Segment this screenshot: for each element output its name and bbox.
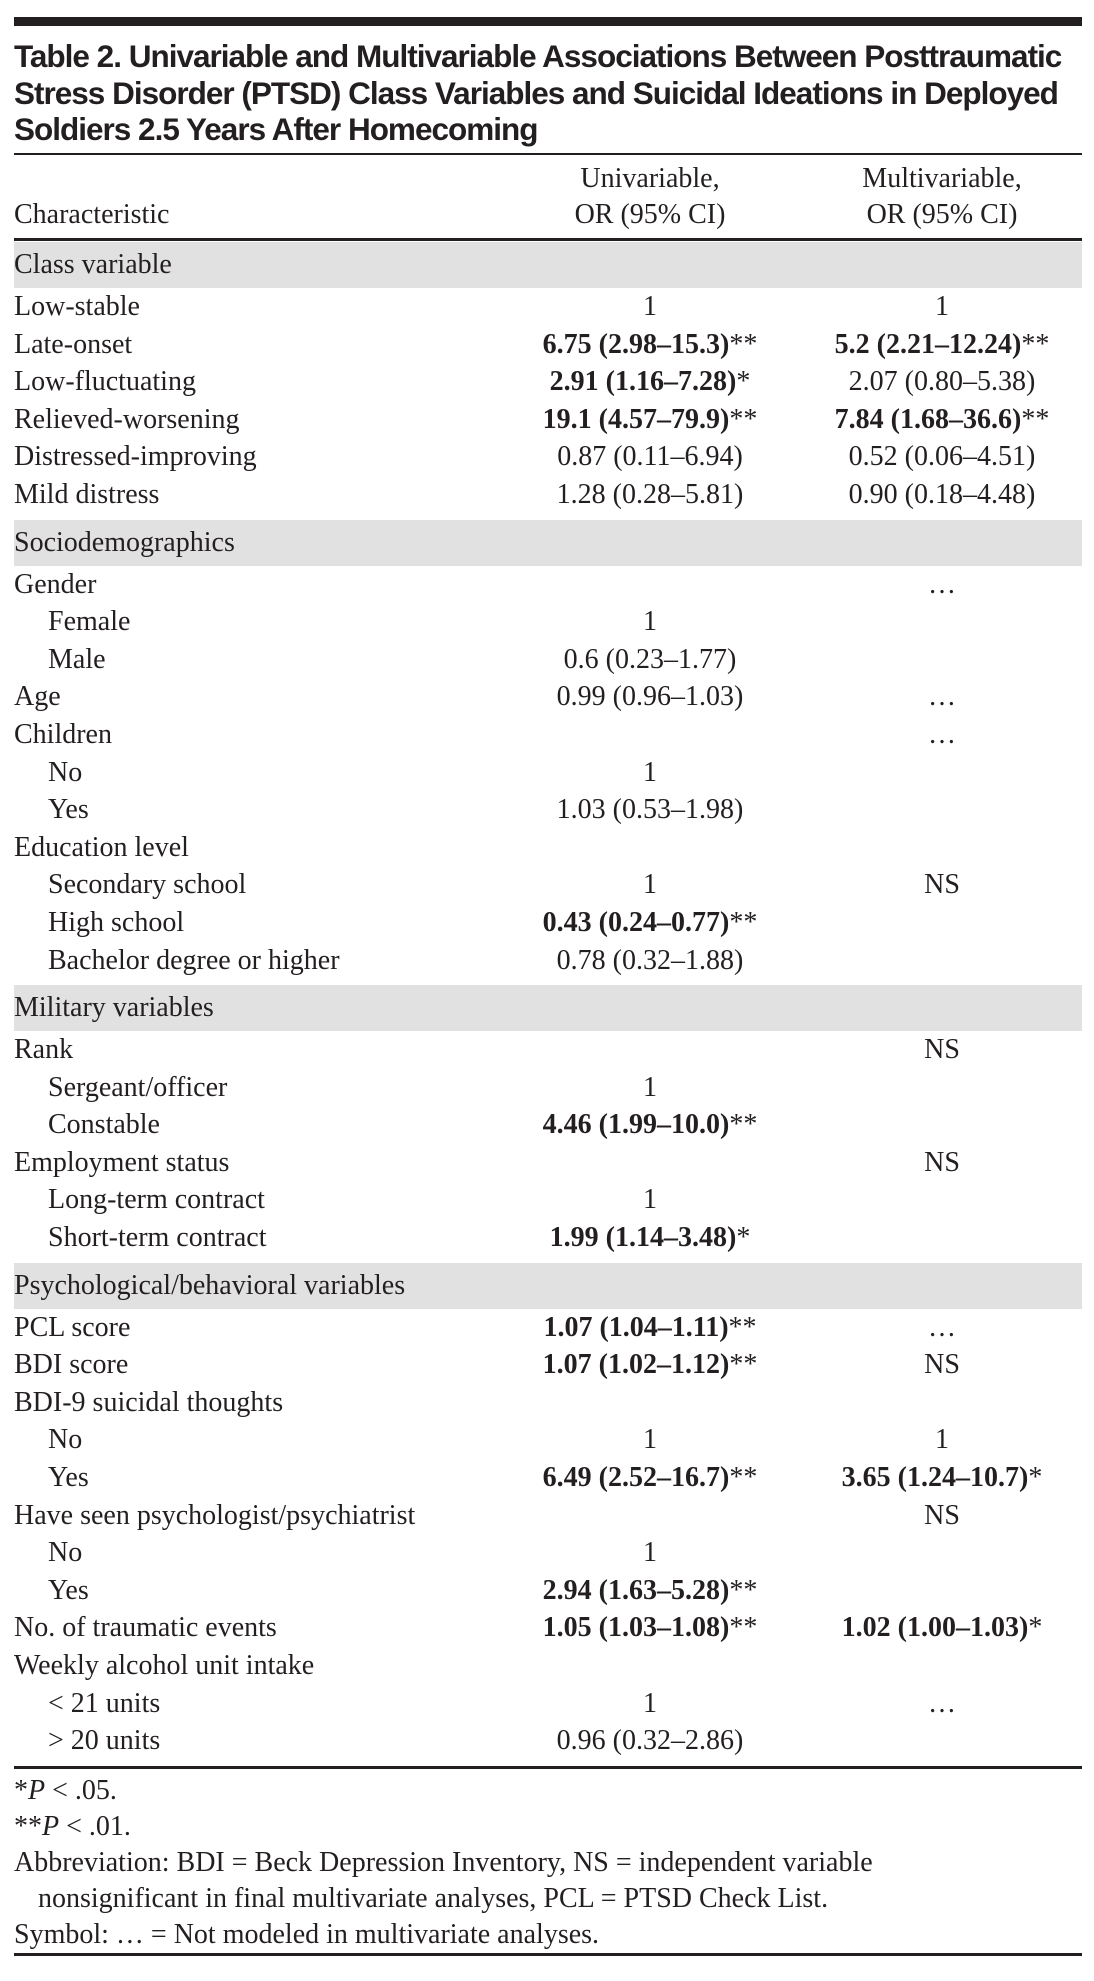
- header-univariable-line1: Univariable,: [580, 163, 720, 194]
- significance-marker: **: [729, 403, 758, 435]
- table-row: [14, 1106, 1082, 1144]
- table-row: [14, 1497, 1082, 1535]
- univariable-or-cell: [520, 476, 780, 514]
- table-row: [14, 1031, 1082, 1069]
- table-row: [14, 791, 1082, 829]
- row-label: Low-stable: [14, 291, 140, 322]
- table-row: [14, 678, 1082, 716]
- row-label: Constable: [48, 1109, 160, 1141]
- univariable-or-cell: [520, 326, 780, 364]
- univariable-or-cell: [520, 791, 780, 829]
- univariable-or-cell: [520, 1459, 780, 1497]
- row-label: Yes: [48, 1574, 89, 1606]
- section-header: Class variable: [14, 242, 1082, 288]
- footnote-text: < .05.: [45, 1775, 117, 1806]
- univariable-or-cell: [520, 1144, 780, 1182]
- or-value: NS: [924, 1499, 960, 1531]
- multivariable-or-cell: [802, 1722, 1082, 1760]
- or-value: NS: [924, 869, 960, 901]
- univariable-or-cell: [520, 1572, 780, 1610]
- row-label: Sergeant/officer: [48, 1071, 228, 1103]
- or-value: 1: [643, 1184, 657, 1216]
- top-rule: [14, 17, 1082, 26]
- table-row: [14, 1647, 1082, 1685]
- section-header: Psychological/behavioral variables: [14, 1263, 1082, 1309]
- univariable-or-cell: [520, 1031, 780, 1069]
- multivariable-or-cell: [802, 1609, 1082, 1647]
- row-label: < 21 units: [48, 1687, 161, 1719]
- row-label: No: [48, 1537, 83, 1569]
- footnote-mark: **: [14, 1811, 42, 1842]
- univariable-or-cell: [520, 1384, 780, 1422]
- table-row: [14, 1572, 1082, 1610]
- or-value: 0.52 (0.06–4.51): [848, 441, 1036, 473]
- header-multivariable-line1: Multivariable,: [862, 163, 1022, 194]
- table-row: [14, 1421, 1082, 1459]
- footnote-text: < .01.: [59, 1811, 131, 1842]
- or-value: …: [928, 681, 956, 713]
- row-label: Relieved-worsening: [14, 403, 240, 435]
- or-value: 0.6 (0.23–1.77): [563, 643, 737, 675]
- footer-bottom-rule: [14, 1953, 1082, 1956]
- section-header: Military variables: [14, 985, 1082, 1031]
- table-row: [14, 603, 1082, 641]
- multivariable-or-cell: [802, 1459, 1082, 1497]
- row-label: No: [48, 756, 83, 788]
- multivariable-or-cell: [802, 1069, 1082, 1107]
- significance-marker: **: [729, 1109, 758, 1141]
- table-row: [14, 1069, 1082, 1107]
- header-multivariable-line2: OR (95% CI): [866, 199, 1018, 230]
- table-row: [14, 866, 1082, 904]
- univariable-or-cell: [520, 401, 780, 439]
- table-row: [14, 1459, 1082, 1497]
- multivariable-or-cell: [802, 904, 1082, 942]
- multivariable-or-cell: [802, 566, 1082, 604]
- row-label: BDI-9 suicidal thoughts: [14, 1386, 284, 1418]
- multivariable-or-cell: [802, 641, 1082, 679]
- table-row: [14, 1346, 1082, 1384]
- or-value: 1: [643, 1537, 657, 1569]
- footnote-sig-05: [14, 1773, 1082, 1809]
- univariable-or-cell: [520, 641, 780, 679]
- univariable-or-cell: [520, 904, 780, 942]
- row-label: Late-onset: [14, 328, 133, 360]
- univariable-or-cell: [520, 288, 780, 326]
- or-value: 4.46 (1.99–10.0): [542, 1109, 730, 1141]
- significance-marker: **: [729, 906, 758, 938]
- univariable-or-cell: [520, 1309, 780, 1347]
- or-value: 1: [935, 291, 949, 322]
- or-value: 6.49 (2.52–16.7): [542, 1462, 730, 1494]
- table-row: [14, 363, 1082, 401]
- multivariable-or-cell: [802, 326, 1082, 364]
- header-multivariable: [802, 161, 1082, 233]
- multivariable-or-cell: [802, 363, 1082, 401]
- univariable-or-cell: [520, 1647, 780, 1685]
- multivariable-or-cell: [802, 401, 1082, 439]
- multivariable-or-cell: [802, 1647, 1082, 1685]
- or-value: 1: [935, 1424, 949, 1456]
- table-row: [14, 1722, 1082, 1760]
- univariable-or-cell: [520, 716, 780, 754]
- footnote-p: P: [42, 1811, 60, 1842]
- or-value: NS: [924, 1034, 960, 1066]
- or-value: 1.07 (1.04–1.11): [543, 1311, 729, 1343]
- footnote-abbreviation-1: Abbreviation: BDI = Beck Depression Inventory, NS = independent variable: [14, 1847, 873, 1878]
- univariable-or-cell: [520, 566, 780, 604]
- multivariable-or-cell: [802, 1421, 1082, 1459]
- row-label: High school: [48, 906, 185, 938]
- table-row: [14, 401, 1082, 439]
- or-value: 1: [643, 606, 657, 638]
- or-value: 0.99 (0.96–1.03): [556, 681, 744, 713]
- univariable-or-cell: [520, 1069, 780, 1107]
- or-value: 1: [643, 869, 657, 901]
- table-row: [14, 438, 1082, 476]
- footnote-sig-01: [14, 1809, 1082, 1845]
- footnotes: [14, 1773, 1082, 1953]
- or-value: 1: [643, 756, 657, 788]
- significance-marker: *: [1028, 1612, 1043, 1644]
- table-row: [14, 1609, 1082, 1647]
- row-label: Female: [48, 606, 131, 638]
- table-section: [14, 242, 1082, 514]
- significance-marker: **: [728, 1311, 757, 1343]
- or-value: 1.02 (1.00–1.03): [841, 1612, 1029, 1644]
- univariable-or-cell: [520, 678, 780, 716]
- univariable-or-cell: [520, 1685, 780, 1723]
- or-value: 0.43 (0.24–0.77): [542, 906, 730, 938]
- significance-marker: **: [1021, 328, 1050, 360]
- header-univariable: [520, 161, 780, 233]
- row-label: PCL score: [14, 1311, 131, 1343]
- univariable-or-cell: [520, 754, 780, 792]
- multivariable-or-cell: [802, 829, 1082, 867]
- univariable-or-cell: [520, 829, 780, 867]
- or-value: 3.65 (1.24–10.7): [841, 1462, 1029, 1494]
- table-row: [14, 476, 1082, 514]
- multivariable-or-cell: [802, 866, 1082, 904]
- or-value: …: [928, 718, 956, 750]
- row-label: Gender: [14, 568, 97, 600]
- table-row: [14, 1181, 1082, 1219]
- or-value: 2.91 (1.16–7.28): [549, 366, 737, 398]
- significance-marker: **: [729, 1462, 758, 1494]
- multivariable-or-cell: [802, 942, 1082, 980]
- title-rule: [14, 153, 1082, 155]
- multivariable-or-cell: [802, 476, 1082, 514]
- table-section: [14, 985, 1082, 1257]
- row-label: Male: [48, 643, 106, 675]
- table-row: [14, 829, 1082, 867]
- or-value: 1.03 (0.53–1.98): [556, 794, 744, 826]
- row-label: No: [48, 1424, 83, 1456]
- row-label: Mild distress: [14, 478, 160, 510]
- or-value: 0.96 (0.32–2.86): [556, 1725, 744, 1757]
- table-row: [14, 566, 1082, 604]
- or-value: 1.99 (1.14–3.48): [549, 1222, 737, 1254]
- or-value: 0.90 (0.18–4.48): [848, 478, 1036, 510]
- row-label: > 20 units: [48, 1725, 161, 1757]
- or-value: 2.94 (1.63–5.28): [542, 1574, 730, 1606]
- row-label: Yes: [48, 794, 89, 826]
- univariable-or-cell: [520, 866, 780, 904]
- table-section: [14, 520, 1082, 980]
- multivariable-or-cell: [802, 1572, 1082, 1610]
- univariable-or-cell: [520, 1181, 780, 1219]
- footnote-p: P: [28, 1775, 46, 1806]
- multivariable-or-cell: [802, 1144, 1082, 1182]
- or-value: 1.07 (1.02–1.12): [542, 1349, 730, 1381]
- table-bottom-rule: [14, 1766, 1082, 1769]
- multivariable-or-cell: [802, 1685, 1082, 1723]
- or-value: 2.07 (0.80–5.38): [848, 366, 1036, 398]
- table-row: [14, 326, 1082, 364]
- univariable-or-cell: [520, 1534, 780, 1572]
- row-label: Long-term contract: [48, 1184, 265, 1216]
- footnote-mark: *: [14, 1775, 28, 1806]
- table-row: [14, 1219, 1082, 1257]
- table-row: [14, 1144, 1082, 1182]
- table-section: [14, 1263, 1082, 1760]
- multivariable-or-cell: [802, 716, 1082, 754]
- univariable-or-cell: [520, 1421, 780, 1459]
- multivariable-or-cell: [802, 1309, 1082, 1347]
- or-value: NS: [924, 1146, 960, 1178]
- row-label: Rank: [14, 1034, 74, 1066]
- section-header: Sociodemographics: [14, 520, 1082, 566]
- or-value: 1: [643, 291, 657, 322]
- header-characteristic: Characteristic: [14, 199, 170, 230]
- univariable-or-cell: [520, 363, 780, 401]
- or-value: 0.78 (0.32–1.88): [556, 944, 744, 976]
- table-row: [14, 716, 1082, 754]
- multivariable-or-cell: [802, 288, 1082, 326]
- row-label: Short-term contract: [48, 1222, 267, 1254]
- row-label: Age: [14, 681, 61, 713]
- multivariable-or-cell: [802, 791, 1082, 829]
- univariable-or-cell: [520, 1106, 780, 1144]
- multivariable-or-cell: [802, 603, 1082, 641]
- univariable-or-cell: [520, 1722, 780, 1760]
- univariable-or-cell: [520, 1346, 780, 1384]
- significance-marker: **: [1021, 403, 1050, 435]
- or-value: 1.28 (0.28–5.81): [556, 478, 744, 510]
- row-label: Employment status: [14, 1146, 230, 1178]
- multivariable-or-cell: [802, 1106, 1082, 1144]
- row-label: Education level: [14, 831, 189, 863]
- multivariable-or-cell: [802, 1181, 1082, 1219]
- table-title: Table 2. Univariable and Multivariable Associations Between Posttraumatic Stress Disorder (PTSD) Class Variables and Suicidal Ideations in Deployed Soldiers 2.5 Years After Homecoming: [14, 38, 1062, 148]
- row-label: Children: [14, 718, 112, 750]
- row-label: Low-fluctuating: [14, 366, 196, 398]
- row-label: BDI score: [14, 1349, 129, 1381]
- or-value: NS: [924, 1349, 960, 1381]
- univariable-or-cell: [520, 942, 780, 980]
- row-label: Yes: [48, 1462, 89, 1494]
- table-row: [14, 288, 1082, 326]
- or-value: …: [928, 1687, 956, 1719]
- multivariable-or-cell: [802, 1346, 1082, 1384]
- univariable-or-cell: [520, 1219, 780, 1257]
- significance-marker: **: [729, 1574, 758, 1606]
- multivariable-or-cell: [802, 1384, 1082, 1422]
- table-row: [14, 754, 1082, 792]
- table-row: [14, 1309, 1082, 1347]
- table-row: [14, 1534, 1082, 1572]
- multivariable-or-cell: [802, 1031, 1082, 1069]
- table-body: [14, 242, 1082, 1760]
- table-row: [14, 1384, 1082, 1422]
- table-row: [14, 942, 1082, 980]
- or-value: 1.05 (1.03–1.08): [542, 1612, 730, 1644]
- or-value: …: [928, 1311, 956, 1343]
- row-label: Distressed-improving: [14, 441, 257, 473]
- or-value: 5.2 (2.21–12.24): [834, 328, 1022, 360]
- significance-marker: **: [729, 1349, 758, 1381]
- univariable-or-cell: [520, 1609, 780, 1647]
- row-label: No. of traumatic events: [14, 1612, 277, 1644]
- table-row: [14, 641, 1082, 679]
- or-value: …: [928, 568, 956, 600]
- table-row: [14, 904, 1082, 942]
- or-value: 0.87 (0.11–6.94): [557, 441, 743, 473]
- multivariable-or-cell: [802, 1534, 1082, 1572]
- significance-marker: *: [736, 366, 751, 398]
- multivariable-or-cell: [802, 678, 1082, 716]
- multivariable-or-cell: [802, 754, 1082, 792]
- row-label: Secondary school: [48, 869, 247, 901]
- footnote-symbol: Symbol: … = Not modeled in multivariate analyses.: [14, 1919, 600, 1950]
- multivariable-or-cell: [802, 1497, 1082, 1535]
- significance-marker: **: [729, 1612, 758, 1644]
- or-value: 6.75 (2.98–15.3): [542, 328, 730, 360]
- significance-marker: *: [1028, 1462, 1043, 1494]
- univariable-or-cell: [520, 1497, 780, 1535]
- row-label: Bachelor degree or higher: [48, 944, 340, 976]
- or-value: 1: [643, 1687, 657, 1719]
- univariable-or-cell: [520, 438, 780, 476]
- or-value: 7.84 (1.68–36.6): [834, 403, 1022, 435]
- multivariable-or-cell: [802, 1219, 1082, 1257]
- or-value: 19.1 (4.57–79.9): [542, 403, 730, 435]
- univariable-or-cell: [520, 603, 780, 641]
- or-value: 1: [643, 1424, 657, 1456]
- table-row: [14, 1685, 1082, 1723]
- header-rule: [14, 238, 1082, 241]
- multivariable-or-cell: [802, 438, 1082, 476]
- significance-marker: *: [736, 1222, 751, 1254]
- footnote-abbreviation-2: nonsignificant in final multivariate analyses, PCL = PTSD Check List.: [38, 1883, 829, 1914]
- table-header: [14, 161, 1082, 233]
- row-label: Weekly alcohol unit intake: [14, 1650, 315, 1681]
- significance-marker: **: [729, 328, 758, 360]
- row-label: Have seen psychologist/psychiatrist: [14, 1499, 416, 1531]
- or-value: 1: [643, 1071, 657, 1103]
- header-univariable-line2: OR (95% CI): [574, 199, 726, 230]
